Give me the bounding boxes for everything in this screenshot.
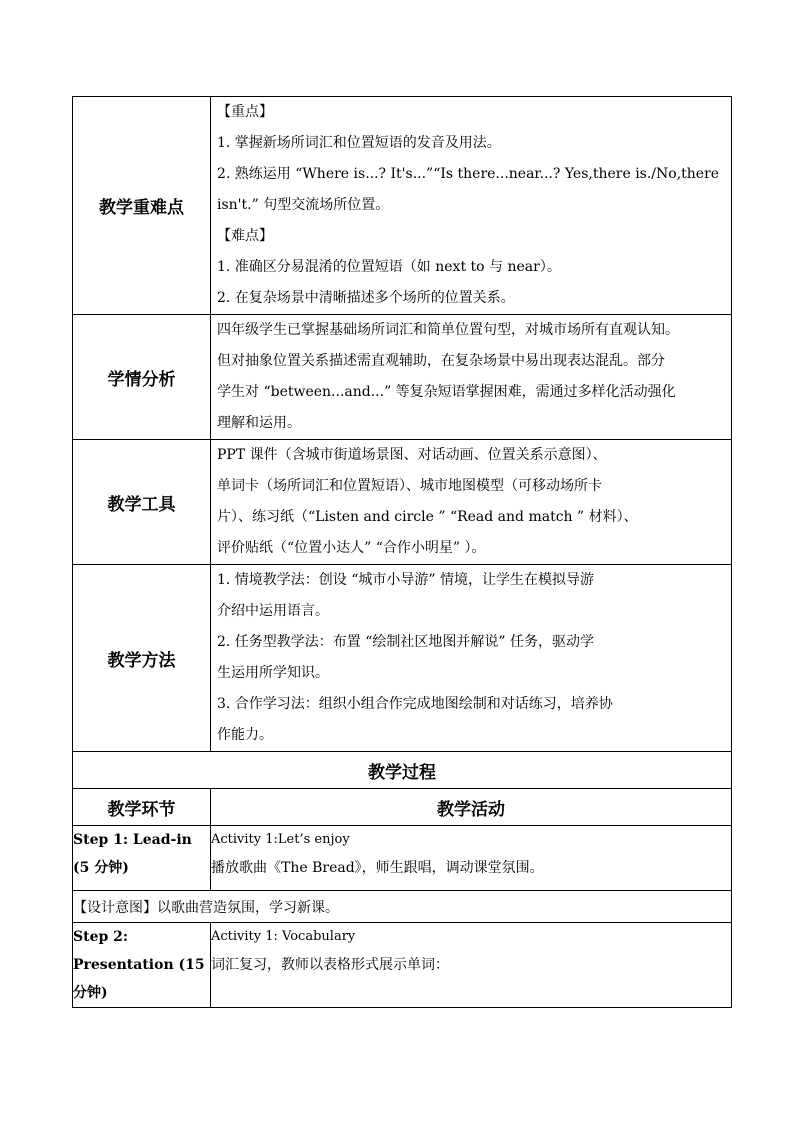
teaching-methods-row [73,565,732,752]
key-points-line: 1. 准确区分易混淆的位置短语（如 next to 与 near）。 [217,259,561,275]
process-header-row [73,789,732,826]
teaching-methods-line: 3. 合作学习法：组织小组合作完成地图绘制和对话练习，培养协 [217,696,613,712]
activity-title: Activity 1: Vocabulary [211,929,356,944]
activity-title: Activity 1:Let’s enjoy [211,832,350,847]
teaching-tools-content [211,440,732,565]
column-header-activity: 教学活动 [211,789,732,826]
learner-analysis-line: 四年级学生已掌握基础场所词汇和简单位置句型，对城市场所有直观认知。 [217,322,679,338]
key-points-row [73,97,732,315]
learner-analysis-content [211,315,732,440]
teaching-methods-label: 教学方法 [73,565,211,752]
teaching-methods-line: 介绍中运用语言。 [217,603,329,619]
teaching-methods-line: 生运用所学知识。 [217,665,329,681]
teaching-tools-label: 教学工具 [73,440,211,565]
key-points-line: 1. 掌握新场所词汇和位置短语的发音及用法。 [217,135,501,151]
learner-analysis-label: 学情分析 [73,315,211,440]
learner-analysis-line: 但对抽象位置关系描述需直观辅助，在复杂场景中易出现表达混乱。部分 [217,353,665,369]
learner-analysis-row [73,315,732,440]
teaching-tools-row [73,440,732,565]
activity-text: 词汇复习，教师以表格形式展示单词： [211,957,449,973]
learner-analysis-line: 学生对 “between...and...” 等复杂短语掌握困难，需通过多样化活动强化 [217,384,676,400]
teaching-tools-line: 片）、练习纸（“Listen and circle ” “Read and match ” 材料）、 [217,509,638,525]
key-points-content [211,97,732,315]
step-label: Step 2: Presentation (15 分钟) [73,923,211,1008]
teaching-methods-content [211,565,732,752]
key-points-line: 【重点】 [217,104,273,120]
step-activity [211,923,732,1008]
key-points-label: 教学重难点 [73,97,211,315]
design-intent-row [73,891,732,923]
teaching-methods-line: 作能力。 [217,727,273,743]
step-label: Step 1: Lead-in (5 分钟) [73,826,211,891]
teaching-tools-line: 评价贴纸（“位置小达人” “合作小明星” ）。 [217,540,486,556]
lesson-plan-table [72,96,732,1008]
process-title-row [73,752,732,789]
key-points-line: 【难点】 [217,228,273,244]
teaching-methods-line: 1. 情境教学法：创设 “城市小导游” 情境，让学生在模拟导游 [217,572,595,588]
step-row [73,923,732,1008]
design-intent: 【设计意图】以歌曲营造氛围，学习新课。 [73,891,732,923]
activity-text: 播放歌曲《The Bread》，师生跟唱，调动课堂氛围。 [211,860,544,876]
key-points-line: isn't.” 句型交流场所位置。 [217,197,390,213]
step-row [73,826,732,891]
key-points-line: 2. 在复杂场景中清晰描述多个场所的位置关系。 [217,290,515,306]
learner-analysis-line: 理解和运用。 [217,415,301,431]
key-points-line: 2. 熟练运用 “Where is...? It's...”“Is there...near...? Yes,there is./No,there [217,166,720,182]
teaching-methods-line: 2. 任务型教学法：布置 “绘制社区地图并解说” 任务，驱动学 [217,634,595,650]
step-activity [211,826,732,891]
teaching-tools-line: 单词卡（场所词汇和位置短语）、城市地图模型（可移动场所卡 [217,478,602,494]
teaching-tools-line: PPT 课件（含城市街道场景图、对话动画、位置关系示意图）、 [217,447,607,463]
process-title: 教学过程 [73,752,732,789]
column-header-step: 教学环节 [73,789,211,826]
